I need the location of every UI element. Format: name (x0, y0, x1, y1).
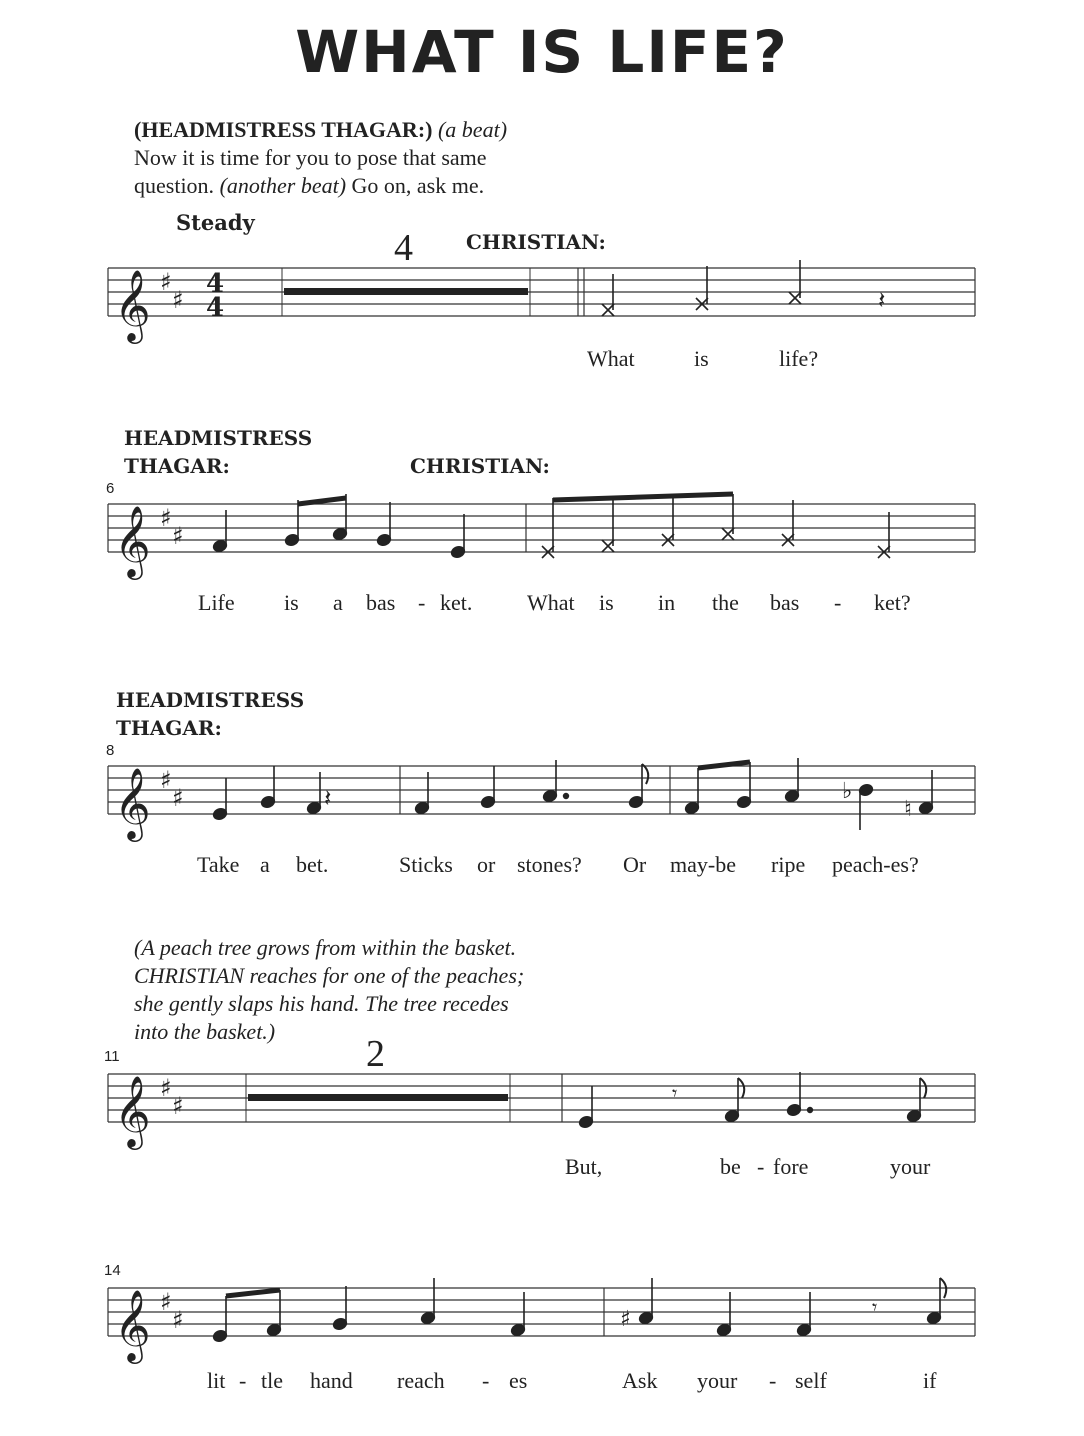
staff-system-2 (0, 496, 1084, 586)
lyric: Ask (622, 1368, 658, 1393)
multirest-count: 2 (366, 1033, 385, 1075)
staff-system-3 (0, 758, 1084, 848)
lyric: lit (207, 1368, 226, 1393)
eighth-rest-icon: 𝄾 (872, 1295, 878, 1319)
flag-icon (642, 764, 648, 784)
lyric: bas (366, 590, 396, 615)
lyric: is (599, 590, 614, 615)
flat-icon: ♭ (842, 779, 853, 804)
sharp-f-icon: ♯ (160, 1074, 172, 1102)
lyric: ket? (874, 590, 911, 615)
lyric: - (418, 590, 426, 615)
lyric: or (477, 852, 496, 877)
lyric: life? (779, 346, 819, 371)
lyric: peach-es? (832, 852, 919, 877)
lyric: is (284, 590, 299, 615)
label-christian: CHRISTIAN: (410, 454, 550, 478)
sharp-c-icon: ♯ (172, 522, 184, 550)
intro-beat: (a beat) (437, 117, 508, 142)
stage-direction-line: CHRISTIAN reaches for one of the peaches; (134, 963, 525, 988)
intro-beat-2: (another beat) (219, 173, 347, 198)
lyric: What (527, 590, 575, 615)
lyric: the (712, 590, 739, 615)
intro-line-1: Now it is time for you to pose that same (134, 145, 487, 170)
lyric: tle (261, 1368, 283, 1393)
lyric: - (834, 590, 842, 615)
lyric: be (720, 1154, 741, 1179)
eighth-rest-icon: 𝄾 (672, 1081, 678, 1105)
treble-clef-icon: 𝄞 (114, 1074, 151, 1147)
lyric: - (769, 1368, 777, 1393)
sharp-c-icon: ♯ (172, 286, 184, 314)
treble-clef-icon: 𝄞 (114, 504, 151, 577)
label-headmistress-line2: THAGAR: (124, 454, 230, 478)
lyric: What (587, 346, 635, 371)
lyric: Life (198, 590, 235, 615)
intro-dialogue (134, 116, 507, 200)
intro-line-2a: question. (134, 173, 215, 198)
lyric: bas (770, 590, 800, 615)
multirest-bar (284, 288, 528, 295)
lyric: - (482, 1368, 490, 1393)
lyric: hand (310, 1368, 353, 1393)
lyric: your (890, 1154, 931, 1179)
lyric: is (694, 346, 709, 371)
multirest-bar (248, 1094, 508, 1101)
sharp-f-icon: ♯ (160, 268, 172, 296)
lyric: in (658, 590, 676, 615)
notes (212, 758, 934, 830)
intro-line-2b: Go on, ask me. (351, 173, 485, 198)
stage-direction-line: she gently slaps his hand. The tree recedes (134, 991, 509, 1016)
multirest-count: 4 (394, 227, 413, 269)
intro-speaker: (HEADMISTRESS THAGAR:) (134, 117, 433, 142)
lyric: - (239, 1368, 247, 1393)
stage-direction-line: into the basket.) (134, 1019, 276, 1044)
lyric: es (509, 1368, 528, 1393)
stage-direction-line: (A peach tree grows from within the basket. (134, 935, 517, 960)
lyric: Take (197, 852, 240, 877)
sharp-icon: ♯ (620, 1307, 631, 1332)
natural-icon: ♮ (904, 797, 912, 822)
lyric: a (333, 590, 343, 615)
treble-clef-icon: 𝄞 (114, 1288, 151, 1361)
stage-direction (134, 934, 654, 1046)
measure-number: 8 (106, 742, 115, 759)
lyric: bet. (296, 852, 329, 877)
intro-line-speaker (134, 116, 507, 144)
label-headmistress-line1: HEADMISTRESS (124, 426, 313, 450)
lyric: a (260, 852, 270, 877)
sharp-c-icon: ♯ (172, 1306, 184, 1334)
treble-clef-icon: 𝄞 (114, 268, 151, 341)
lyric: your (697, 1368, 738, 1393)
lyric: ripe (771, 852, 806, 877)
lyric: fore (773, 1154, 809, 1179)
measure-number: 11 (104, 1048, 120, 1065)
lyric: if (923, 1368, 937, 1393)
tempo-marking: Steady (176, 210, 255, 235)
sharp-f-icon: ♯ (160, 1288, 172, 1316)
lyric: Or (623, 852, 647, 877)
time-sig-bottom: 4 (206, 293, 225, 323)
treble-clef-icon: 𝄞 (114, 766, 151, 839)
label-christian: CHRISTIAN: (466, 230, 606, 254)
song-title: WHAT IS LIFE? (295, 18, 789, 86)
sharp-f-icon: ♯ (160, 504, 172, 532)
lyric: But, (565, 1154, 603, 1179)
lyric: reach (397, 1368, 445, 1393)
staff-system-5 (0, 1280, 1084, 1370)
sharp-c-icon: ♯ (172, 1092, 184, 1120)
staff-system-1 (0, 260, 1084, 350)
label-headmistress-line2: THAGAR: (116, 716, 222, 740)
lyric: stones? (517, 852, 582, 877)
measure-number: 6 (106, 480, 115, 497)
measure-number: 14 (104, 1262, 121, 1279)
lyric: self (795, 1368, 827, 1393)
lyric: may-be (670, 852, 736, 877)
time-sig-top: 4 (206, 269, 225, 299)
lyric: ket. (440, 590, 473, 615)
quarter-rest-icon: 𝄽 (324, 784, 332, 812)
sharp-f-icon: ♯ (160, 766, 172, 794)
sharp-c-icon: ♯ (172, 784, 184, 812)
flags (738, 1078, 926, 1098)
intro-line-2 (134, 172, 507, 200)
quarter-rest-icon: 𝄽 (878, 286, 886, 314)
lyric: Sticks (399, 852, 453, 877)
label-headmistress-line1: HEADMISTRESS (116, 688, 305, 712)
notes (578, 1072, 922, 1129)
lyric: - (757, 1154, 765, 1179)
staff-system-4 (0, 1066, 1084, 1156)
